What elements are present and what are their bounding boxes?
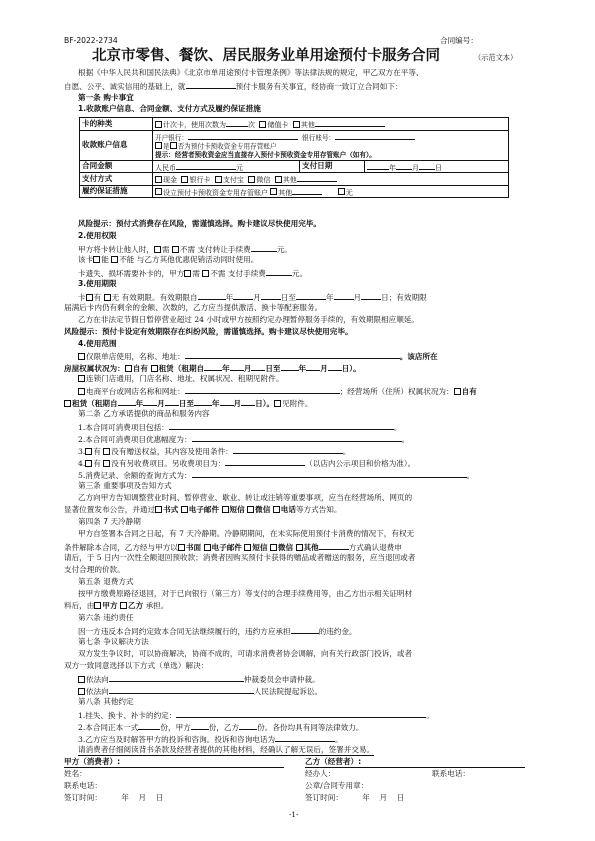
pay-date-value: 年 月 日 [365,160,509,173]
article-4-heading: 第四条 7 天冷静期 [78,517,141,526]
validity-line: 卡 有 无 有效期限。有效期限自 年 月 日至 年 月 日；有效期限 [78,293,427,302]
pay-method-label: 支付方式 [80,173,153,186]
section-4-heading: 4.使用范围 [78,339,117,348]
checkbox-stored-value-card[interactable] [259,121,266,128]
article-4-line-2: 条件解除本合同，乙方经与甲方以 书面 电子邮件 短信 微信 其他 方式确认退费申 [64,543,402,552]
party-a-label: 甲方（消费者）: [64,757,121,766]
risk-warning-2: 风险提示：预付卡设定有效期限存在纠纷风险，需谨慎选择。购卡建议尽快使用完毕。 [64,327,353,336]
article-6-line-1: 因一方违反本合同约定致本合同无法继续履行的，违约方应承担 的违约金。 [78,627,357,636]
contract-number-label: 合同编号： [440,36,478,45]
validity-line-2: 届满后卡内仍有剩余的金额、次数的，乙方应当提供激活、换卡等配套服务。 [64,303,323,312]
chain-store-line: 连锁门店通用，门店名称、地址、权属状况、租期见附件。 [78,374,283,384]
guarantee-label: 履约保证措施 [80,185,153,198]
party-a-name: 姓名： [64,769,87,778]
article-5-heading: 第五条 退费方式 [78,577,134,586]
reading-notice: 请消费者仔细阅读背书条款及经营者提供的其他材料，经确认了解无误后，签署并交易。 [78,745,375,754]
single-store-line: 仅限单店使用，名称、地址： 。该店所在 [78,350,438,362]
article-8-heading: 第八条 其他约定 [78,697,134,706]
account-info-cell: 开户银行： 银行账号： 是 否为预付卡预收资金专用存管账户 提示：经营者预收资金应当直接存入预付卡预收资金专用存管账户（如有）。 [153,130,509,160]
page-number: -1- [289,810,299,819]
contract-amount-value: 人民币 元 [153,160,300,173]
party-b-divider [305,767,525,768]
party-b-agent: 经办人： [305,769,336,778]
checkbox-special-account[interactable] [155,142,162,149]
article-7-line-2: 双方一致同意选择以下方式（单选）解决： [64,661,209,670]
article-5-line-1: 按甲方缴费原路径退回，对于已向银行（第三方）等支付的合理手续费用等，由乙方出示相关证明材 [78,589,413,598]
checkbox-no-guarantee[interactable] [338,188,345,195]
page-title: 北京市零售、餐饮、居民服务业单用途预付卡服务合同 [92,48,440,64]
checkbox-alipay[interactable] [215,176,222,183]
risk-warning-1: 风险提示：预付式消费存在风险，需谨慎选择。购卡建议尽快使用完毕。 [78,219,321,228]
checkbox-special-deposit[interactable] [155,188,162,195]
checkbox-bank-card[interactable] [181,176,188,183]
account-tip: 提示：经营者预收资金应当直接存入预付卡预收资金专用存管账户（如有）。 [155,151,376,159]
article-2-line-4: 4. 有 没有另收费项目。另收费项目为： （以店内公示项目和价格为准）。 [78,459,416,468]
article-7-line-3: 依法向 仲裁委员会申请仲裁。 [78,673,320,685]
online-lease-line: 租赁（租期自 年 月 日至 年 月 日）。 见附件。 [64,397,312,409]
party-a-divider [64,767,284,768]
party-b-seal: 公章/合同专用章： [305,781,369,790]
online-store-line: 电商平台或网店名称和网址： ；经营场所（住所）权属状况为： 自有 [78,385,477,397]
reissue-line: 卡遗失、损坏需要补卡的，甲方 需 不需 支付手续费 元。 [78,269,308,278]
pay-method-options: 现金 银行卡 支付宝 微信 其他 [153,173,509,186]
ownership-line: 房屋权属状况为： 自有 租赁（租期自 年 月 日至 年 月 日）。 [64,364,361,373]
article-4-line-3: 请后，于 5 日内一次性全额退回预收款；消费者因购买预付卡获得的赠品或者赠送的服务，应当退回或者 [64,553,416,562]
account-info-label: 收款账户信息 [80,130,153,160]
article-2-line-2: 2.本合同可消费项目优惠幅度为： 。 [78,435,410,444]
guarantee-options: 设立预付卡预收资金专用存管账户 其他 无 [153,185,509,198]
article-8-line-2: 2.本合同正本一式 份，甲方 份，乙方 份。各份均具有同等法律效力。 [78,723,364,732]
article-7-line-1: 双方发生争议时，可以协商解决，协商不成的，可请求消费者协会调解，向有关行政部门投诉，或者 [78,649,413,658]
article-6-heading: 第六条 违约责任 [78,613,134,622]
intro-line-2: 自愿、公平、诚实信用的基础上，就 预付卡服务有关事宜，经协商一致订立合同如下： [64,82,403,91]
article-1-section-1-heading: 1.收款账户信息、合同金额、支付方式及履约保证措施 [78,104,261,113]
section-2-heading: 2.使用权限 [78,231,117,240]
article-3-line-1: 乙方向甲方告知调整营业时间、暂停营业、歇业、转让或注销等重要事项，应当在经营场所、网页的 [78,493,413,502]
checkbox-other-card[interactable] [293,121,300,128]
party-a-date: 签订时间： 年 月 日 [64,793,164,802]
article-2-line-3: 3. 有 没有赠送权益，其内容及使用条件： 。 [78,447,351,456]
article-2-heading: 第二条 乙方承诺提供的商品和服务内容 [78,409,210,418]
contract-amount-label: 合同金额 [80,160,153,173]
checkbox-wechat[interactable] [248,176,255,183]
card-type-label: 卡的种类 [80,118,153,131]
validity-line-3: 乙方在非法定节假日暂停营业超过 24 小时或甲方按照约定办理暂停服务手续的，有效期限相应顺延。 [78,315,420,324]
card-type-options: 计次卡，使用次数为 次 储值卡 其他 [153,118,509,131]
pay-date-label: 支付日期 [300,160,365,173]
title-note: （示范文本） [474,53,518,62]
transfer-line: 甲方将卡转让他人时， 需 不需 支付转让手续费 元。 [78,245,292,254]
purchase-info-table [79,117,509,198]
checkbox-not-special[interactable] [170,142,177,149]
checkbox-cash[interactable] [155,176,162,183]
checkbox-other-pay[interactable] [275,176,282,183]
article-4-line-1: 甲方自签署本合同之日起，有 7 天冷静期。冷静期期间，在未实际使用预付卡消费的情况下，有权无 [78,529,415,538]
article-7-line-4: 依法向 人民法院提起诉讼。 [78,685,322,697]
article-3-line-2: 显著位置发布公告，并通过 书式 电子邮件 短信 微信 电话等方式告知。 [64,505,342,514]
article-5-line-2: 料后，由 甲方 乙方 承担。 [64,601,169,610]
article-1-heading: 第一条 购卡事宜 [78,93,134,102]
form-code: BF-2022-2734 [64,36,118,45]
party-b-phone: 联系电话： [432,769,470,778]
article-3-heading: 第三条 重要事项及告知方式 [78,481,172,490]
article-7-heading: 第七条 争议解决方法 [78,637,149,646]
promo-line: 该卡 能 不能 与乙方其他优惠促销活动同时使用。 [78,255,259,264]
party-a-phone: 联系电话： [64,781,102,790]
article-2-line-5: 5.消费记录、余额的查询方式为： 。 [78,471,475,480]
section-3-heading: 3.使用期限 [78,279,117,288]
party-b-date: 签订时间： 年 月 日 [305,793,405,802]
article-8-line-1: 1.挂失、换卡、补卡的约定： 。 [78,711,434,720]
article-2-line-1: 1.本合同可消费项目包括： 。 [78,423,402,432]
checkbox-count-card[interactable] [155,121,162,128]
checkbox-other-guarantee[interactable] [270,188,277,195]
intro-line-1: 根据《中华人民共和国民法典》《北京市单用途预付卡管理条例》等法律法规的规定，甲乙双方在平等、 [78,68,424,77]
party-b-label: 乙方（经营者）: [305,757,362,766]
article-8-line-3: 3.乙方应当及时解答甲方的投诉和咨询。投诉和咨询电话为 。 [78,735,343,744]
article-4-line-4: 支付合理的价款。 [64,565,125,574]
